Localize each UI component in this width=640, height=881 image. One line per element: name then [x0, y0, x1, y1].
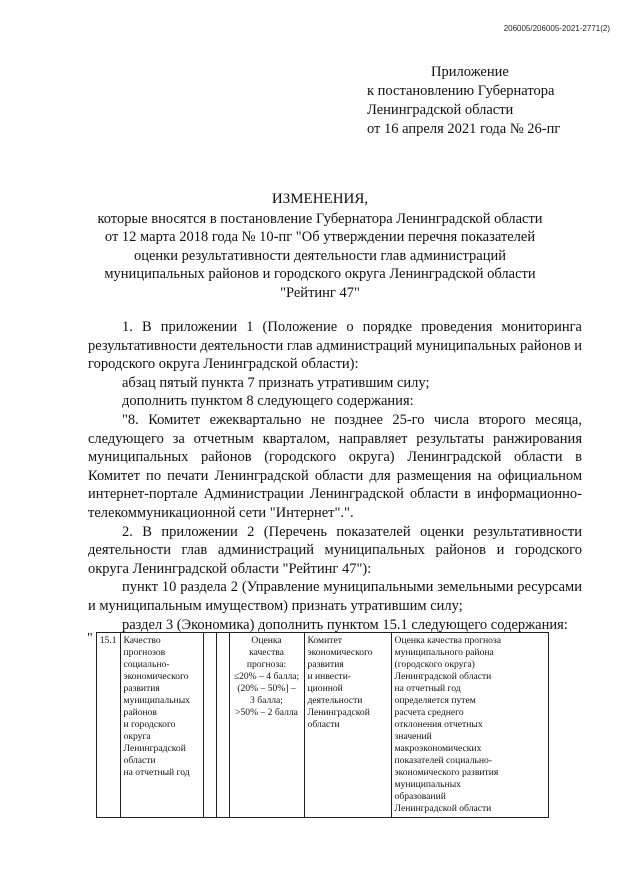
cell-empty — [216, 633, 229, 818]
title-line: от 12 марта 2018 года № 10-пг "Об утверждении перечня показателей — [104, 229, 536, 245]
paragraph: 1. В приложении 1 (Положение о порядке проведения мониторинга результативности деятельности глав администраций муниципальных районов и городского округа Ленинградской области): — [88, 319, 582, 373]
paragraph: "8. Комитет ежеквартально не позднее 25-го числа второго месяца, следующего за отчетным кварталом, направляет результаты ранжирования муниципальных районов (городского округа) Ленинградской области в Комитет по печати Ленинградской области для размещения на официальном интернет-портале Администрации Ленинградской области в информационно-телекоммуникационной сети "Интернет".". — [88, 411, 582, 521]
appendix-line: Ленинградской области — [367, 102, 514, 118]
document-title — [60, 190, 580, 302]
paragraph: абзац пятый пункта 7 признать утратившим силу; — [122, 374, 430, 391]
document-id: 206005/206005-2021-2771(2) — [503, 24, 610, 33]
paragraph: 2. В приложении 2 (Перечень показателей оценки результативности деятельности глав администраций муниципальных районов и городского округа Ленинградской области "Рейтинг 47"): — [88, 523, 582, 577]
title-line: "Рейтинг 47" — [280, 284, 360, 301]
paragraph: раздел 3 (Экономика) дополнить пунктом 15.1 следующего содержания: — [122, 616, 568, 633]
cell-empty — [203, 633, 216, 818]
paragraph: дополнить пунктом 8 следующего содержания: — [122, 393, 414, 410]
cell-number: 15.1 — [96, 633, 120, 818]
indicator-table — [87, 632, 549, 818]
appendix-line: Приложение — [431, 64, 509, 80]
document-body — [88, 318, 582, 634]
cell-scoring: Оценка качества прогноза: ≤20% – 4 балла; (20% – 50%] – 3 балла; >50% – 2 балла — [229, 633, 304, 818]
table-row — [87, 633, 548, 818]
cell-method: Оценка качества прогноза муниципального района (городского округа) Ленинградской области на отчетный год определяется путем расчета среднего отклонения отчетных значений макроэкономических показателей социально- экономического развития муниципальных образований Ленинградской области — [391, 633, 548, 818]
cell-indicator: Качество прогнозов социально- экономического развития муниципальных районов и городского округа Ленинградской области на отчетный год — [120, 633, 203, 818]
title-line: которые вносятся в постановление Губернатора Ленинградской области — [97, 210, 543, 227]
quote-mark: " — [87, 630, 93, 646]
title-line: оценки результативности деятельности глав администраций — [133, 247, 507, 264]
appendix-block — [367, 63, 560, 139]
title-line: муниципальных районов и городского округа Ленинградской области — [104, 266, 536, 282]
cell-responsible: Комитет экономического развития и инвести- ционной деятельности Ленинградской области — [304, 633, 391, 818]
appendix-line: к постановлению Губернатора — [367, 83, 555, 99]
paragraph: пункт 10 раздела 2 (Управление муниципальными земельными ресурсами и муниципальным имуществом) признать утратившим силу; — [88, 579, 582, 614]
title-heading: ИЗМЕНЕНИЯ, — [271, 191, 369, 207]
appendix-line: от 16 апреля 2021 года № 26-пг — [367, 121, 561, 137]
